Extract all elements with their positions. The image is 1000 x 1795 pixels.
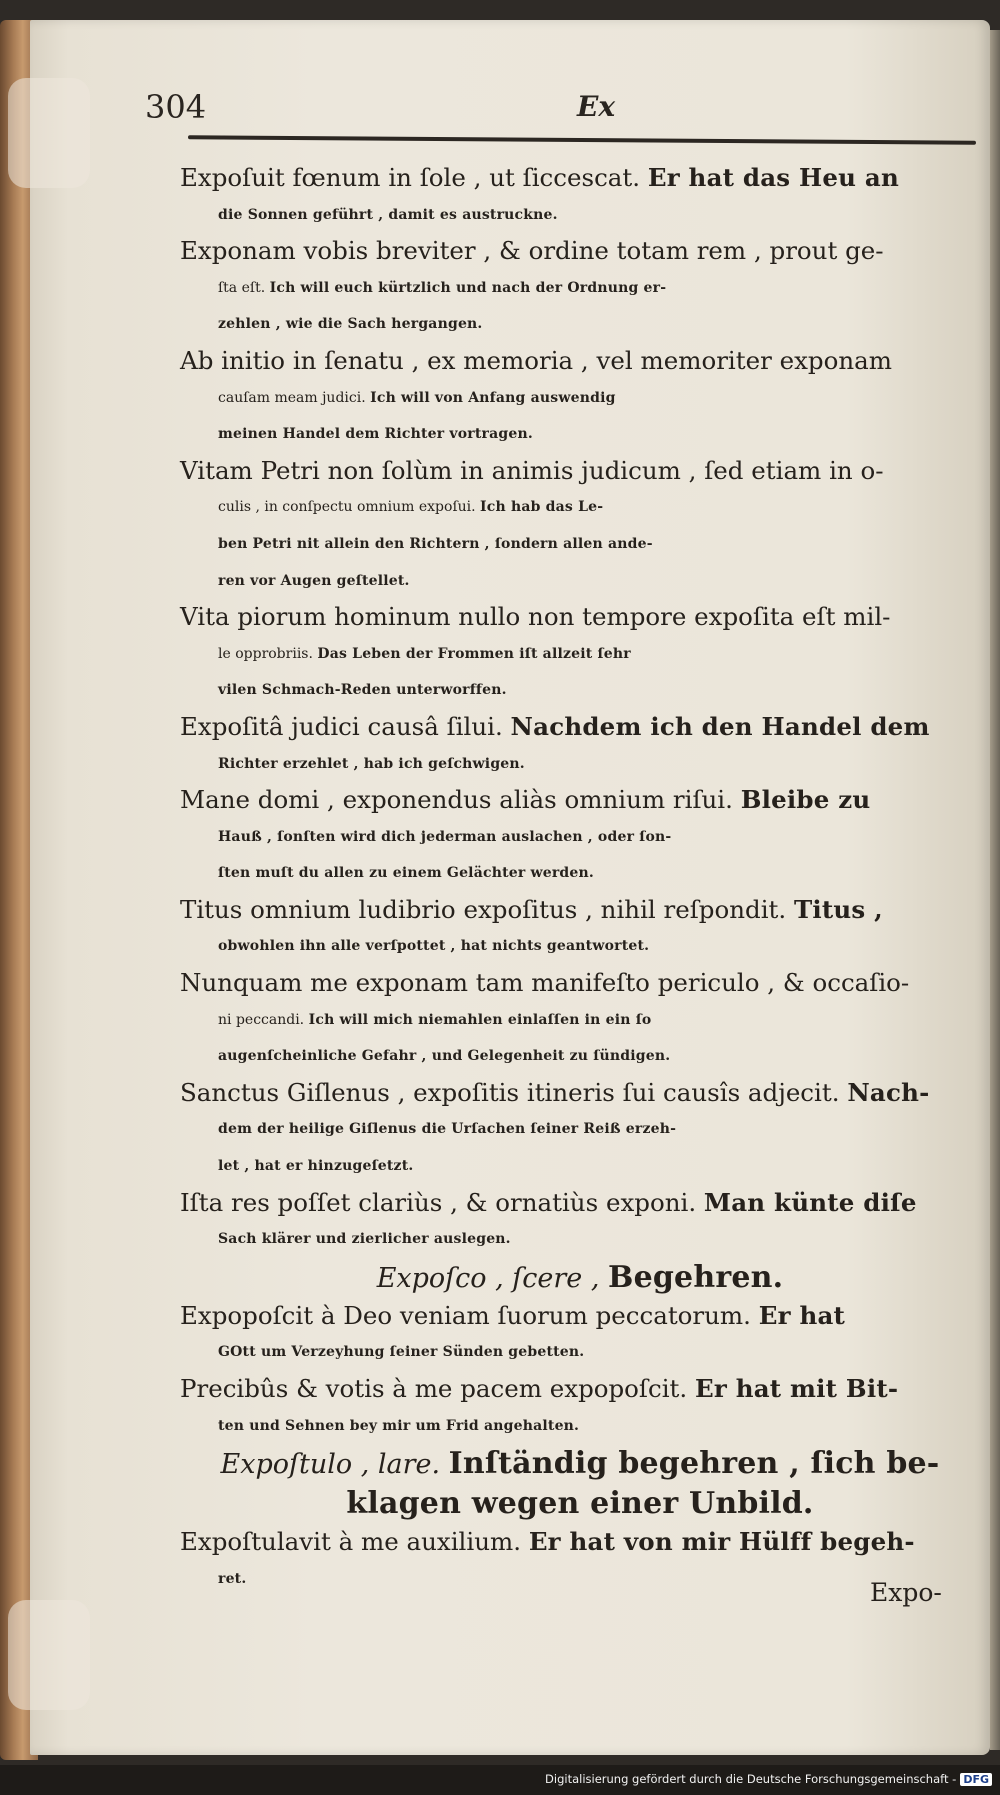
dictionary-entry: [180, 1371, 980, 1444]
binding-clip-top: [8, 78, 90, 188]
dictionary-entry: [180, 782, 980, 892]
entry-line: [180, 672, 980, 709]
entry-line: [180, 343, 980, 380]
german-text: obwohlen ihn alle verſpottet , hat nichts geantwortet.: [218, 938, 650, 955]
entry-line: [180, 928, 980, 965]
german-text: die Sonnen geführt , damit es austruckne.: [218, 206, 558, 223]
entry-line: [180, 1002, 980, 1039]
entry-line: [180, 1371, 980, 1408]
dictionary-entry: [180, 892, 980, 965]
german-text: dem der heilige Giſlenus die Urſachen ſeiner Reiß erzeh-: [218, 1121, 677, 1138]
latin-text: Nunquam me exponam tam manifeſto periculo , & occaſio-: [180, 968, 910, 998]
entry-line: [180, 1075, 980, 1112]
latin-text: Iſta res poſſet clariùs , & ornatiùs exponi.: [180, 1187, 697, 1217]
page-header: [145, 82, 975, 142]
entry-line: [180, 489, 980, 526]
entry-line: [180, 233, 980, 270]
entry-line: [180, 160, 980, 197]
latin-text: le opprobriis.: [218, 645, 313, 662]
entries-block-2: [180, 1298, 980, 1444]
entry-line: [180, 1111, 980, 1148]
latin-text: Expoſtulavit à me auxilium.: [180, 1527, 522, 1557]
entry-line: [180, 416, 980, 453]
entry-line: [180, 563, 980, 600]
entry-line: [180, 892, 980, 929]
entry-line: [180, 965, 980, 1002]
latin-text: ni peccandi.: [218, 1011, 305, 1028]
dictionary-entry: [180, 965, 980, 1075]
entry-line: [180, 1038, 980, 1075]
german-text: Nach-: [847, 1077, 930, 1107]
dictionary-entry: [180, 233, 980, 343]
german-text: let , hat er hinzugeſetzt.: [218, 1158, 414, 1175]
footer-credit: [545, 1772, 992, 1786]
entry-line: [180, 599, 980, 636]
latin-text: ſta eſt.: [218, 279, 266, 296]
german-text: GOtt um Verzeyhung ſeiner Sünden gebetten.: [218, 1344, 585, 1361]
running-head: Ex: [577, 90, 616, 123]
headword-exposco: [180, 1258, 980, 1298]
headword-latin: Expoſco , ſcere ,: [376, 1262, 600, 1294]
german-text: Ich hab das Le-: [480, 499, 604, 516]
german-text: Hauß , ſonſten wird dich jederman auslachen , oder ſon-: [218, 828, 672, 845]
german-text: Man künte diſe: [703, 1187, 917, 1217]
german-text: Titus ,: [793, 894, 883, 924]
dictionary-entry: [180, 1075, 980, 1185]
german-text: Ich will von Anfang auswendig: [370, 389, 616, 406]
entry-line: [180, 746, 980, 783]
entry-line: [180, 526, 980, 563]
german-text: meinen Handel dem Richter vortragen.: [218, 426, 533, 443]
entry-line: [180, 306, 980, 343]
latin-text: Expoſuit fœnum in ſole , ut ſiccescat.: [180, 163, 641, 192]
entry-line: [180, 1148, 980, 1185]
german-text: ten und Sehnen bey mir um Frid angehalten.: [218, 1417, 580, 1434]
latin-text: Vita piorum hominum nullo non tempore expoſita eſt mil-: [180, 602, 891, 632]
german-text: Ich will mich niemahlen einlaſſen in ein ſo: [308, 1011, 652, 1028]
dictionary-entry: [180, 343, 980, 453]
german-text: Ich will euch kürtzlich und nach der Ordnung er-: [269, 279, 667, 296]
entry-line: [180, 1561, 980, 1598]
german-text: ren vor Augen geſtellet.: [218, 572, 410, 589]
entry-line: [180, 380, 980, 417]
latin-text: Expoſitâ judici causâ ſilui.: [180, 711, 503, 741]
entry-line: [180, 819, 980, 856]
german-text: ben Petri nit allein den Richtern , ſondern allen ande-: [218, 535, 653, 552]
latin-text: Mane domi , exponendus aliàs omnium riſui.: [180, 785, 733, 815]
latin-text: Precibûs & votis à me pacem expopoſcit.: [180, 1374, 688, 1403]
entry-line: [180, 855, 980, 892]
page-edge: [990, 30, 1000, 1750]
dictionary-text: [180, 160, 980, 1597]
binding-clip-bottom: [8, 1600, 90, 1710]
german-text: Er hat von mir Hülff begeh-: [528, 1527, 915, 1557]
footer-bar: [0, 1765, 1000, 1795]
entry-line: [180, 1334, 980, 1371]
german-text: Das Leben der Frommen iſt allzeit ſehr: [317, 645, 631, 662]
entry-line: [180, 453, 980, 490]
headword-german: Begehren.: [608, 1259, 784, 1295]
entry-line: [180, 636, 980, 673]
german-text: ſten muſt du allen zu einem Gelächter werden.: [218, 865, 594, 882]
dictionary-entry: [180, 599, 980, 709]
german-text: zehlen , wie die Sach hergangen.: [218, 316, 483, 333]
german-text: Er hat das Heu an: [647, 163, 899, 192]
german-text: Sach klärer und zierlicher auslegen.: [218, 1231, 511, 1248]
latin-text: Expopoſcit à Deo veniam ſuorum peccatorum.: [180, 1300, 751, 1330]
page-number: 304: [145, 88, 207, 126]
dictionary-entry: [180, 160, 980, 233]
entry-line: [180, 1298, 980, 1335]
latin-text: Vitam Petri non ſolùm in animis judicum , ſed etiam in o-: [180, 455, 884, 485]
headword-expostulo-cont: [180, 1484, 980, 1524]
dictionary-entry: [180, 1524, 980, 1597]
german-text: vilen Schmach-Reden unterworffen.: [218, 682, 507, 699]
entry-line: [180, 1524, 980, 1561]
dictionary-entry: [180, 709, 980, 782]
german-text: augenſcheinliche Gefahr , und Gelegenheit zu ſündigen.: [218, 1048, 671, 1065]
headword-expostulo: [180, 1444, 980, 1484]
headword-latin: Expoſtulo , lare.: [220, 1449, 441, 1481]
latin-text: culis , in conſpectu omnium expoſui.: [218, 499, 476, 516]
german-text: Richter erzehlet , hab ich geſchwigen.: [218, 755, 525, 772]
german-text: Er hat: [758, 1300, 846, 1330]
headword-german: Inſtändig begehren , ſich be-: [448, 1446, 940, 1482]
headword-german-cont: klagen wegen einer Unbild.: [346, 1486, 814, 1522]
footer-credit-text: Digitalisierung gefördert durch die Deutsche Forschungsgemeinschaft -: [545, 1772, 957, 1786]
latin-text: Exponam vobis breviter , & ordine totam rem , prout ge-: [180, 236, 884, 266]
dictionary-entry: [180, 1185, 980, 1258]
german-text: Nachdem ich den Handel dem: [510, 711, 930, 741]
latin-text: Titus omnium ludibrio expoſitus , nihil reſpondit.: [180, 894, 787, 924]
german-text: ret.: [218, 1570, 247, 1587]
catchword: Expo-: [870, 1578, 942, 1607]
entry-line: [180, 1221, 980, 1258]
german-text: Er hat mit Bit-: [695, 1374, 899, 1403]
latin-text: cauſam meam judici.: [218, 389, 366, 406]
entries-block-3: [180, 1524, 980, 1597]
german-text: Bleibe zu: [740, 785, 871, 815]
dfg-logo-icon: DFG: [960, 1773, 992, 1786]
dictionary-entry: [180, 453, 980, 599]
entry-line: [180, 709, 980, 746]
entry-line: [180, 1185, 980, 1222]
entry-line: [180, 1408, 980, 1445]
dictionary-entry: [180, 1298, 980, 1371]
latin-text: Sanctus Giſlenus , expoſitis itineris ſui causîs adjecit.: [180, 1077, 840, 1107]
entry-line: [180, 782, 980, 819]
latin-text: Ab initio in ſenatu , ex memoria , vel memoriter exponam: [180, 345, 892, 375]
entries-block-1: [180, 160, 980, 1258]
entry-line: [180, 270, 980, 307]
entry-line: [180, 197, 980, 234]
